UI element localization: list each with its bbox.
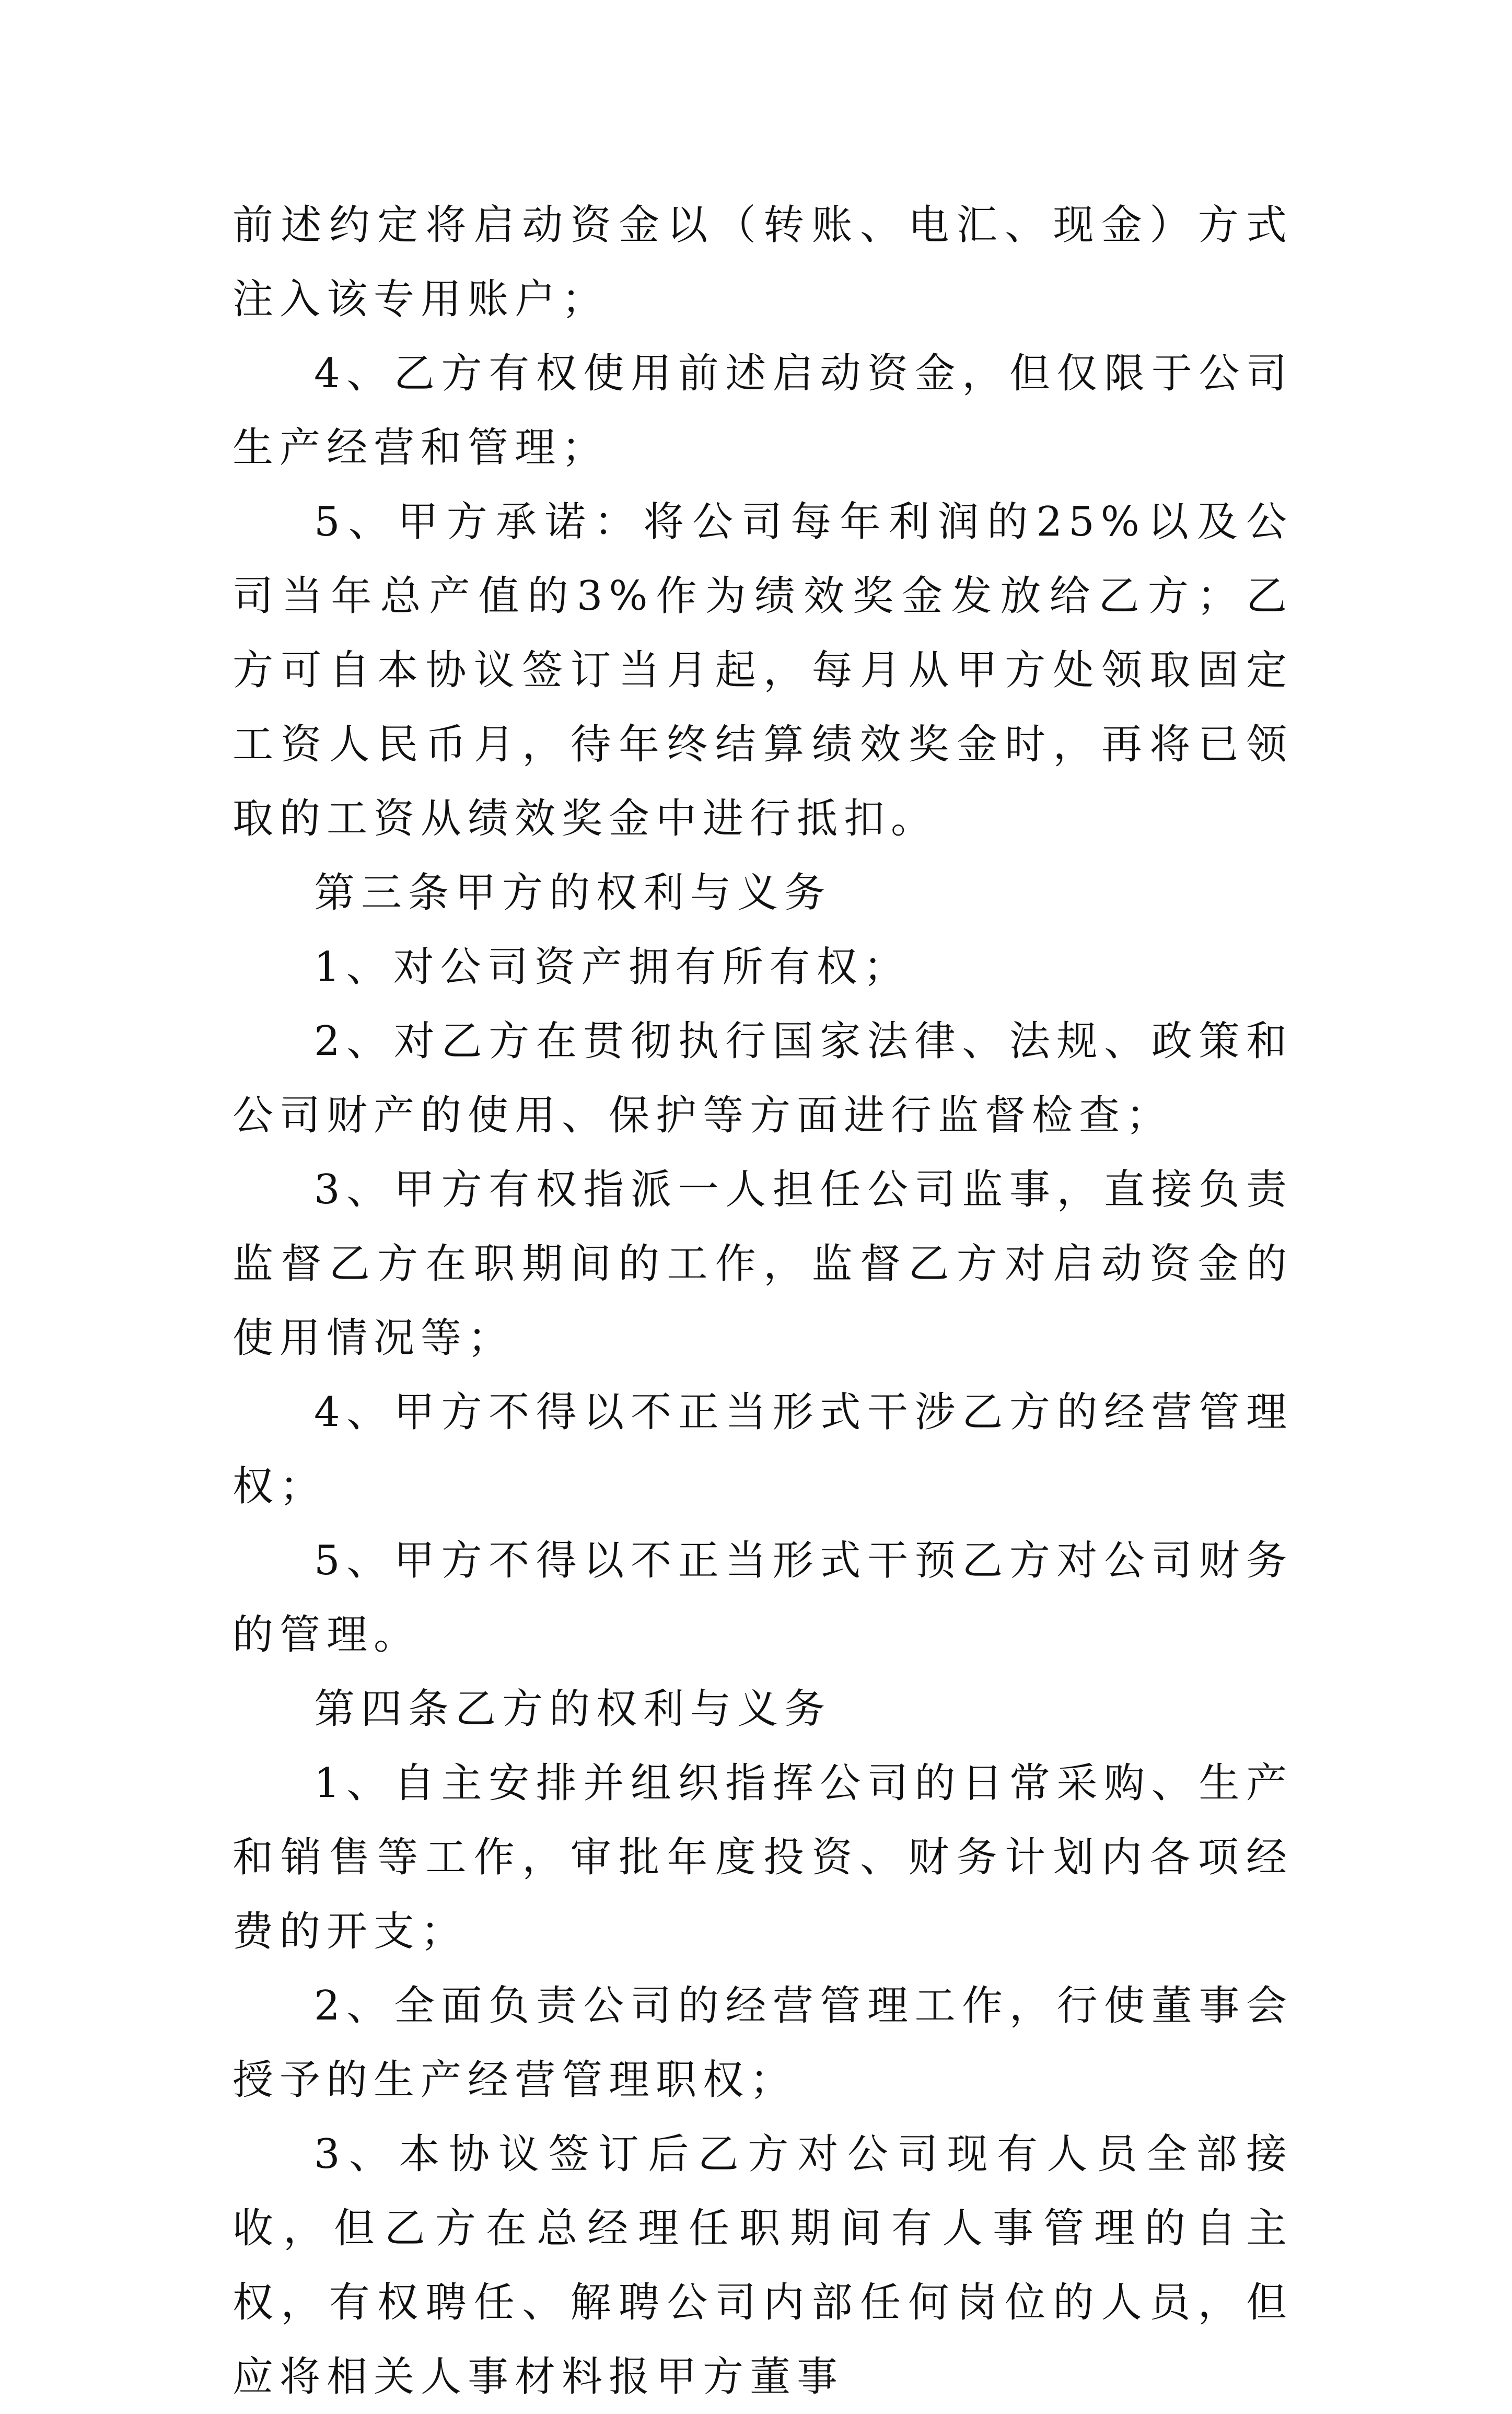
paragraph-clause-3-4: 4、甲方不得以不正当形式干涉乙方的经营管理权； (232, 1389, 1293, 1510)
section-heading-article-4: 第四条乙方的权利与义务 (314, 1686, 832, 1733)
paragraph-clause-3-3: 3、甲方有权指派一人担任公司监事，直接负责监督乙方在职期间的工作，监督乙方对启动资金的使用情况等； (232, 1166, 1293, 1362)
document-body (232, 188, 1293, 2414)
paragraph-clause-2-5: 5、甲方承诺：将公司每年利润的25%以及公司当年总产值的3%作为绩效奖金发放给乙方；乙方可自本协议签订当月起，每月从甲方处领取固定工资人民币月，待年终结算绩效奖金时，再将已领取的工资从绩效奖金中进行抵扣。 (232, 498, 1293, 842)
paragraph-clause-2-4: 4、乙方有权使用前述启动资金，但仅限于公司生产经营和管理； (232, 350, 1293, 471)
paragraph-clause-4-3: 3、本协议签订后乙方对公司现有人员全部接收，但乙方在总经理任职期间有人事管理的自主权，有权聘任、解聘公司内部任何岗位的人员，但应将相关人事材料报甲方董事 (232, 2131, 1293, 2400)
paragraph-clause-4-2: 2、全面负责公司的经营管理工作，行使董事会授予的生产经营管理职权； (232, 1982, 1293, 2104)
paragraph-clause-4-1: 1、自主安排并组织指挥公司的日常采购、生产和销售等工作，审批年度投资、财务计划内各项经费的开支； (232, 1760, 1293, 1955)
paragraph-clause-3-2: 2、对乙方在贯彻执行国家法律、法规、政策和公司财产的使用、保护等方面进行监督检查； (232, 1018, 1293, 1139)
section-heading-article-3: 第三条甲方的权利与义务 (314, 869, 832, 916)
paragraph-account-funding: 前述约定将启动资金以（转账、电汇、现金）方式注入该专用账户； (232, 202, 1293, 323)
paragraph-clause-3-1: 1、对公司资产拥有所有权； (314, 944, 911, 991)
paragraph-clause-3-5: 5、甲方不得以不正当形式干预乙方对公司财务的管理。 (232, 1537, 1293, 1658)
